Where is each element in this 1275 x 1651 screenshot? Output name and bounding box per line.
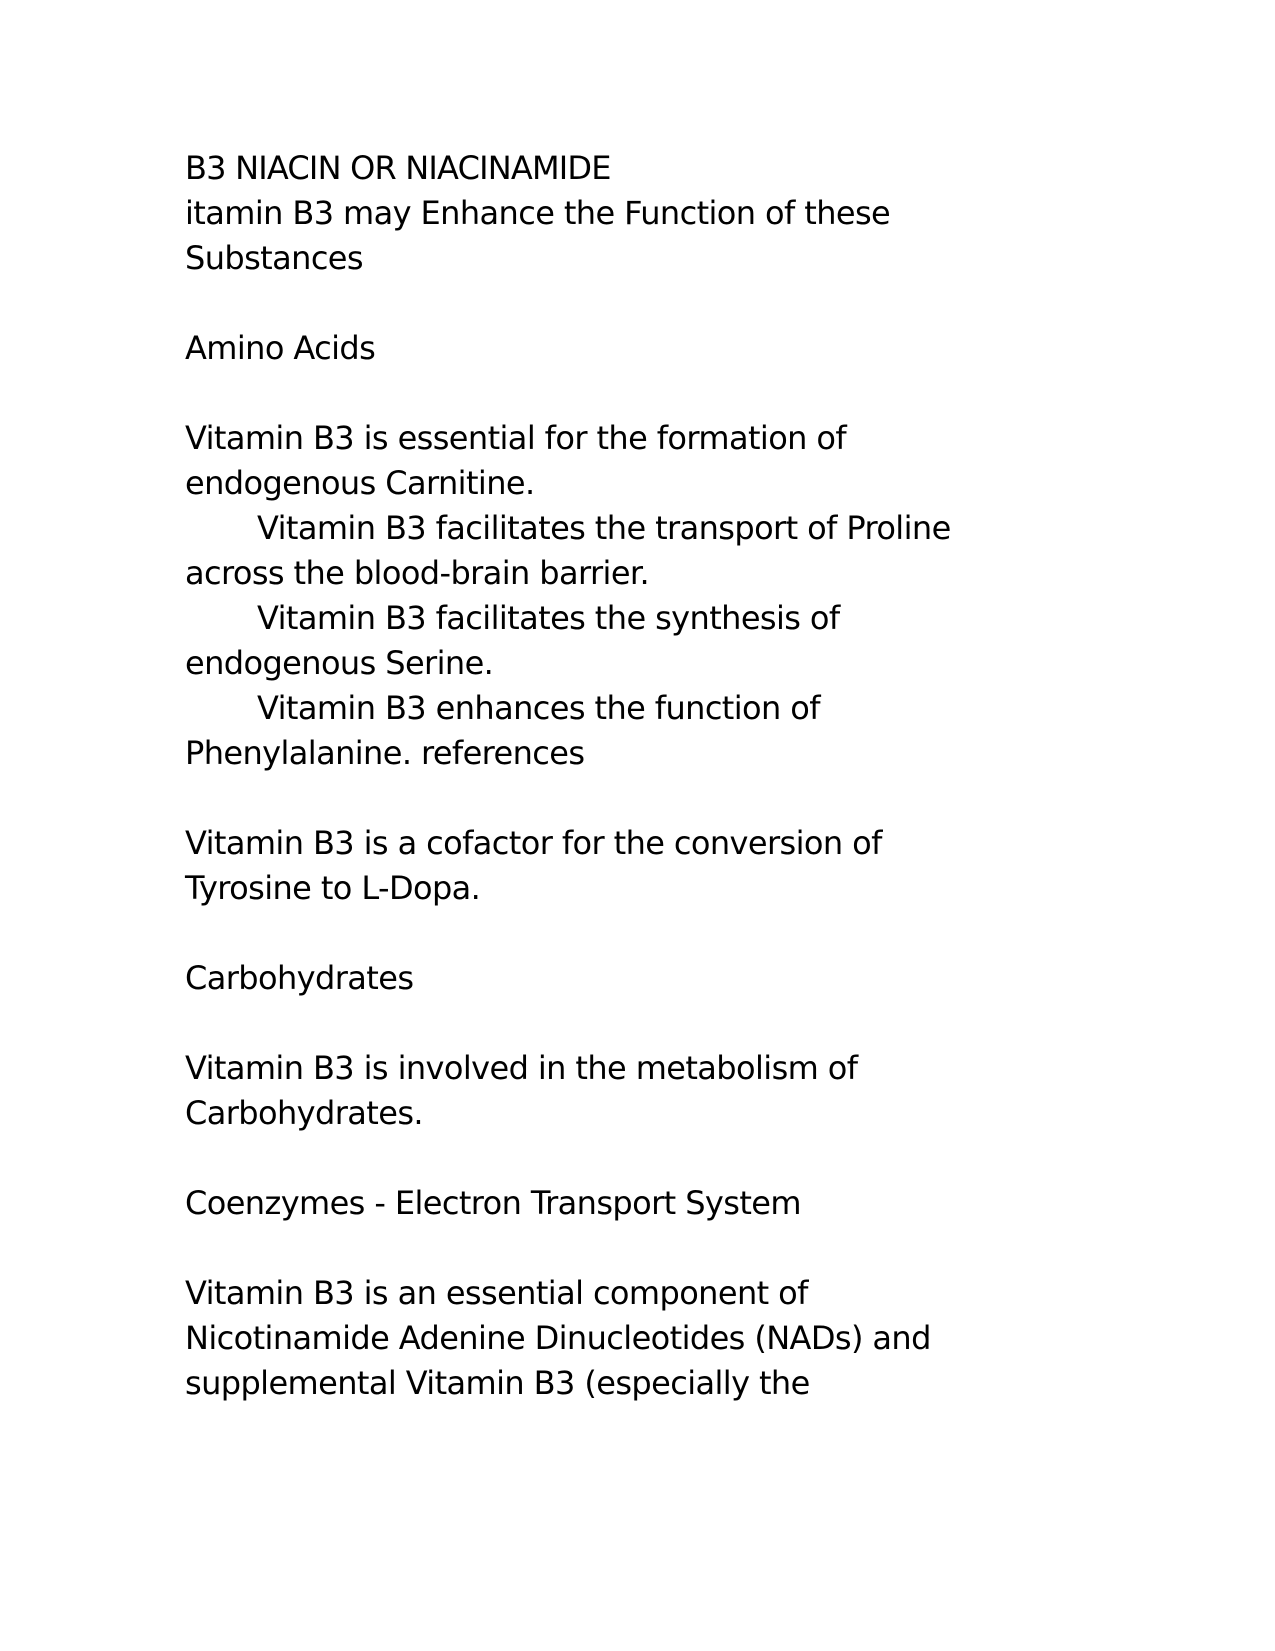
spacer xyxy=(185,371,1065,416)
paragraph-line: Nicotinamide Adenine Dinucleotides (NADs) and xyxy=(185,1319,931,1357)
paragraph-line: Vitamin B3 is an essential component of xyxy=(185,1274,808,1312)
paragraph-line: endogenous Carnitine. xyxy=(185,464,535,502)
document-title: B3 NIACIN OR NIACINAMIDE xyxy=(185,149,611,187)
paragraph-line: Vitamin B3 is involved in the metabolism of xyxy=(185,1049,858,1087)
spacer xyxy=(185,1226,1065,1271)
section-heading-carbohydrates: Carbohydrates xyxy=(185,959,414,997)
paragraph-line: Vitamin B3 is essential for the formation of xyxy=(185,419,847,457)
paragraph-line: Phenylalanine. references xyxy=(185,734,585,772)
paragraph-line: endogenous Serine. xyxy=(185,644,494,682)
spacer xyxy=(185,281,1065,326)
spacer xyxy=(185,776,1065,821)
spacer xyxy=(185,1001,1065,1046)
paragraph-line: across the blood-brain barrier. xyxy=(185,554,650,592)
spacer xyxy=(185,1136,1065,1181)
paragraph-line: Vitamin B3 enhances the function of xyxy=(257,689,820,727)
section-heading-amino-acids: Amino Acids xyxy=(185,329,376,367)
paragraph-line: Carbohydrates. xyxy=(185,1094,423,1132)
paragraph-line: Vitamin B3 facilitates the transport of Proline xyxy=(257,509,951,547)
document-body xyxy=(185,146,1065,1406)
paragraph-line: supplemental Vitamin B3 (especially the xyxy=(185,1364,810,1402)
paragraph-line: Tyrosine to L-Dopa. xyxy=(185,869,481,907)
document-subtitle-line-2: Substances xyxy=(185,239,363,277)
document-subtitle-line-1: itamin B3 may Enhance the Function of these xyxy=(185,194,891,232)
paragraph-line: Vitamin B3 facilitates the synthesis of xyxy=(257,599,840,637)
section-heading-coenzymes: Coenzymes - Electron Transport System xyxy=(185,1184,801,1222)
spacer xyxy=(185,911,1065,956)
paragraph-line: Vitamin B3 is a cofactor for the conversion of xyxy=(185,824,882,862)
